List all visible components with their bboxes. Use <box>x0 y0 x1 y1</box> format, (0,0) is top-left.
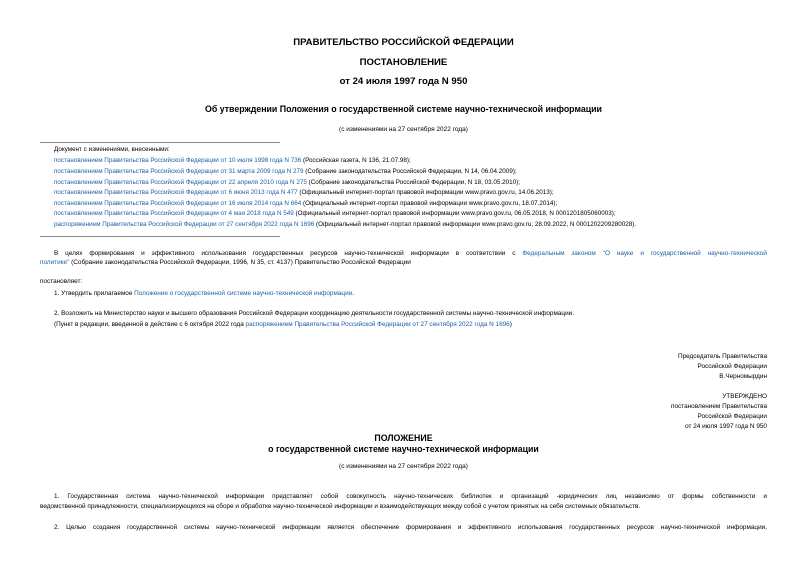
order-1696-link[interactable]: распоряжением Правительства Российской Федерации от 27 сентября 2022 года N 1696 <box>245 321 510 328</box>
regulation-p1-line-2: ведомственной принадлежности, специализирующихся на сборе и обработке научно-технической информации и взаимодействующих между собой с учетом принятых на себя системных обязательств. <box>40 503 641 510</box>
amendment-item <box>54 210 616 217</box>
decree-word: постановляет: <box>40 278 83 285</box>
preamble-line-2: политике" (Собрание законодательства Российской Федерации, 1996, N 35, ст. 4137) Правительство Российской Федерации <box>40 259 411 266</box>
edition-note: (с изменениями на 27 сентября 2022 года) <box>339 126 468 133</box>
amendment-item <box>54 157 411 164</box>
decree-item-2-note: (Пункт в редакции, введенной в действие с 6 октября 2022 года распоряжением Правительства Российской Федерации от 27 сентября 2022 года N 1696) <box>54 321 512 328</box>
government-name: ПРАВИТЕЛЬСТВО РОССИЙСКОЙ ФЕДЕРАЦИИ <box>293 37 514 48</box>
approved-date: от 24 июля 1997 года N 950 <box>685 423 767 430</box>
federal-law-link[interactable]: Федеральным законом "О науке и государственной научно-технической <box>522 250 767 257</box>
amendment-link[interactable]: постановлением Правительства Российской Федерации от 4 мая 2018 года N 549 <box>54 210 294 217</box>
regulation-edition-note: (с изменениями на 27 сентября 2022 года) <box>339 463 468 470</box>
amendment-source: (Российская газета, N 136, 21.07.98); <box>301 157 411 164</box>
federal-law-link-cont[interactable]: политике" <box>40 259 70 266</box>
approved-by: постановлением Правительства <box>671 403 767 410</box>
document-type: ПОСТАНОВЛЕНИЕ <box>359 57 448 68</box>
document-title: Об утверждении Положения о государственной системе научно-технической информации <box>205 104 602 114</box>
amendment-item <box>54 168 517 175</box>
amendments-intro: Документ с изменениями, внесенными: <box>54 146 170 153</box>
preamble-line-1: В целях формирования и эффективного использования государственных ресурсов научно-технической информации в соответствии с Федеральным законом "О науке и государственной научно-технической <box>54 250 767 257</box>
amendment-source: (Официальный интернет-портал правовой информации www.pravo.gov.ru, 06.05.2018, N 0001201805060003); <box>293 210 616 217</box>
amendment-link[interactable]: постановлением Правительства Российской Федерации от 31 марта 2009 года N 279 <box>54 168 304 175</box>
amendment-link[interactable]: постановлением Правительства Российской Федерации от 16 июля 2014 года N 664 <box>54 200 302 207</box>
amendment-source: (Официальный интернет-портал правовой информации www.pravo.gov.ru, 18.07.2014); <box>301 200 558 207</box>
separator-line <box>40 236 280 237</box>
regulation-link[interactable]: Положение о государственной системе научно-технической информации <box>134 290 353 297</box>
regulation-title: ПОЛОЖЕНИЕ <box>374 433 433 443</box>
amendment-item <box>54 179 520 186</box>
document-date: от 24 июля 1997 года N 950 <box>339 76 468 87</box>
signature-position: Председатель Правительства <box>678 353 767 360</box>
amendment-source: (Официальный интернет-портал правовой информации www.pravo.gov.ru, 14.06.2013); <box>297 189 554 196</box>
separator-line <box>40 142 280 143</box>
amendment-item <box>54 200 557 207</box>
amendment-link[interactable]: постановлением Правительства Российской Федерации от 6 июня 2013 года N 477 <box>54 189 298 196</box>
signature-country: Российской Федерации <box>697 363 767 370</box>
approved-country: Российской Федерации <box>697 413 767 420</box>
decree-item-2: 2. Возложить на Министерство науки и высшего образования Российской Федерации координацию деятельности государственной системы научно-технической информации. <box>54 310 574 317</box>
amendment-item <box>54 189 554 196</box>
amendment-source: (Собрание законодательства Российской Федерации, N 18, 03.05.2010); <box>306 179 520 186</box>
signature-name: В.Черномырдин <box>719 373 767 380</box>
regulation-p2-line-1: 2. Целью создания государственной системы научно-технической информации является обеспечение формирования и эффективного использования государственных ресурсов научно-технической информации, <box>54 524 767 531</box>
amendment-link[interactable]: распоряжением Правительства Российской Федерации от 27 сентября 2022 года N 1696 <box>54 221 315 228</box>
decree-item-1: 1. Утвердить прилагаемое Положение о государственной системе научно-технической информации. <box>54 290 354 297</box>
amendment-item <box>54 221 636 228</box>
amendment-link[interactable]: постановлением Правительства Российской Федерации от 22 апреля 2010 года N 275 <box>54 179 307 186</box>
regulation-p1-line-1: 1. Государственная система научно-технической информации представляет собой совокупность научно-технических библиотек и организаций -юридических лиц независимо от формы собственности и <box>54 493 767 500</box>
amendment-link[interactable]: постановлением Правительства Российской Федерации от 10 июля 1998 года N 736 <box>54 157 302 164</box>
amendment-source: (Собрание законодательства Российской Федерации, N 14, 06.04.2009); <box>303 168 517 175</box>
regulation-subtitle: о государственной системе научно-технической информации <box>268 444 539 454</box>
amendment-source: (Официальный интернет-портал правовой информации www.pravo.gov.ru, 28.09.2022, N 0001202209280028). <box>314 221 637 228</box>
approved-label: УТВЕРЖДЕНО <box>722 393 767 400</box>
